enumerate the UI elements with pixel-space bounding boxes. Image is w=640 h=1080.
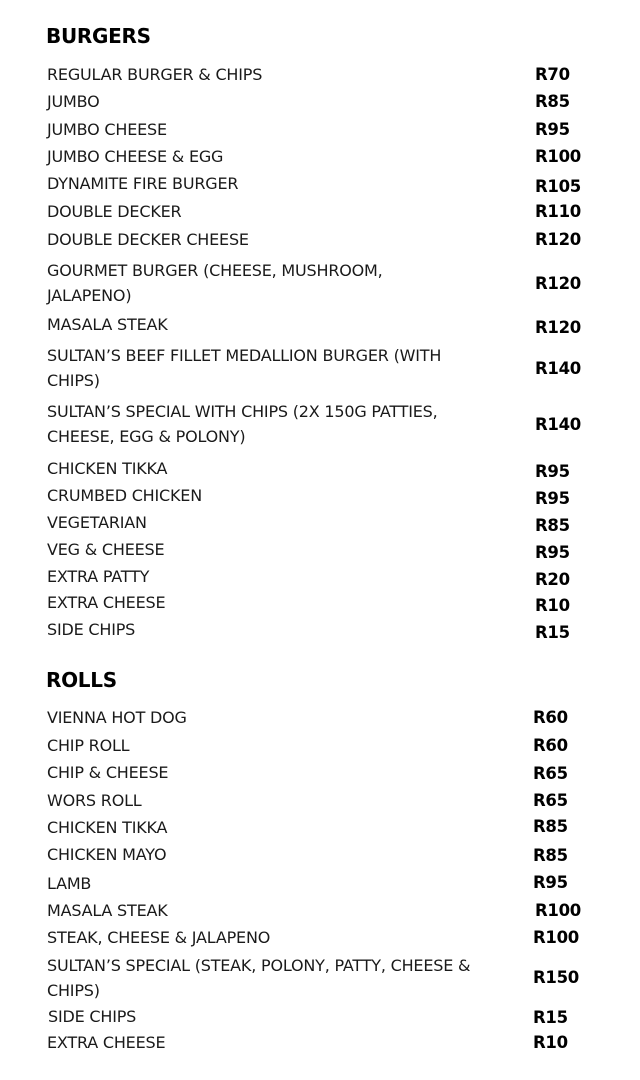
menu-item-name: JUMBO CHEESE xyxy=(47,120,167,139)
menu-item-name: SULTAN’S BEEF FILLET MEDALLION BURGER (WITH CHIPS) xyxy=(47,346,442,390)
menu-item-name: REGULAR BURGER & CHIPS xyxy=(47,65,263,84)
menu-item-price: R150 xyxy=(533,968,579,987)
menu-item-name: DYNAMITE FIRE BURGER xyxy=(47,174,239,193)
menu-item-name: VEGETARIAN xyxy=(47,513,147,532)
menu-item-name: SIDE CHIPS xyxy=(47,620,136,639)
menu-item-price: R100 xyxy=(535,901,581,920)
menu-item-name: JUMBO xyxy=(47,92,100,111)
menu-item-name: SULTAN’S SPECIAL (STEAK, POLONY, PATTY, CHEESE & CHIPS) xyxy=(47,956,471,1000)
menu-item-price: R95 xyxy=(535,462,570,481)
menu-item-name: STEAK, CHEESE & JALAPENO xyxy=(47,928,271,947)
menu-item-price: R140 xyxy=(535,359,581,378)
menu-item-price: R95 xyxy=(535,120,570,139)
menu-item-price: R120 xyxy=(535,318,581,337)
menu-item-name: EXTRA CHEESE xyxy=(47,1033,166,1052)
menu-item-price: R120 xyxy=(535,230,581,249)
menu-item-name: SIDE CHIPS xyxy=(48,1007,137,1026)
menu-item-price: R10 xyxy=(533,1033,568,1052)
menu-item-name: LAMB xyxy=(47,874,92,893)
menu-item-name: MASALA STEAK xyxy=(47,315,168,334)
menu-item-price: R10 xyxy=(535,596,570,615)
menu-item-name: EXTRA PATTY xyxy=(47,567,150,586)
menu-item-price: R85 xyxy=(535,92,570,111)
menu-item-name: CHICKEN TIKKA xyxy=(47,818,168,837)
menu-item-price: R85 xyxy=(533,817,568,836)
menu-item-name: DOUBLE DECKER CHEESE xyxy=(47,230,249,249)
menu-item-price: R100 xyxy=(535,147,581,166)
menu-item-name: MASALA STEAK xyxy=(47,901,168,920)
menu-item-name: WORS ROLL xyxy=(47,791,142,810)
menu-item-name: SULTAN’S SPECIAL WITH CHIPS (2X 150G PATTIES, CHEESE, EGG & POLONY) xyxy=(47,402,438,446)
menu-item-name: CHIP ROLL xyxy=(47,736,130,755)
menu-item-price: R95 xyxy=(535,489,570,508)
menu-item-price: R15 xyxy=(535,623,570,642)
section-title-rolls: ROLLS xyxy=(46,668,117,692)
menu-item-price: R95 xyxy=(533,873,568,892)
menu-item-price: R105 xyxy=(535,177,581,196)
menu-item-name: GOURMET BURGER (CHEESE, MUSHROOM, JALAPENO) xyxy=(47,261,383,305)
menu-item-price: R140 xyxy=(535,415,581,434)
menu-item-price: R15 xyxy=(533,1008,568,1027)
menu-item-price: R65 xyxy=(533,791,568,810)
menu-item-price: R20 xyxy=(535,570,570,589)
menu-item-name: CHICKEN MAYO xyxy=(47,845,167,864)
menu-item-name: CHICKEN TIKKA xyxy=(47,459,168,478)
menu-item-price: R85 xyxy=(535,516,570,535)
menu-item-price: R95 xyxy=(535,543,570,562)
menu-item-name: EXTRA CHEESE xyxy=(47,593,166,612)
menu-item-price: R60 xyxy=(533,736,568,755)
menu-item-price: R70 xyxy=(535,65,570,84)
menu-item-name: VEG & CHEESE xyxy=(47,540,165,559)
menu-item-price: R120 xyxy=(535,274,581,293)
menu-item-price: R85 xyxy=(533,846,568,865)
menu-item-name: JUMBO CHEESE & EGG xyxy=(47,147,224,166)
menu-item-name: DOUBLE DECKER xyxy=(47,202,182,221)
menu-item-price: R65 xyxy=(533,764,568,783)
menu-item-name: CRUMBED CHICKEN xyxy=(47,486,202,505)
menu-item-name: CHIP & CHEESE xyxy=(47,763,169,782)
menu-item-price: R100 xyxy=(533,928,579,947)
section-title-burgers: BURGERS xyxy=(46,24,151,48)
menu-item-price: R110 xyxy=(535,202,581,221)
menu-item-price: R60 xyxy=(533,708,568,727)
menu-item-name: VIENNA HOT DOG xyxy=(47,708,187,727)
